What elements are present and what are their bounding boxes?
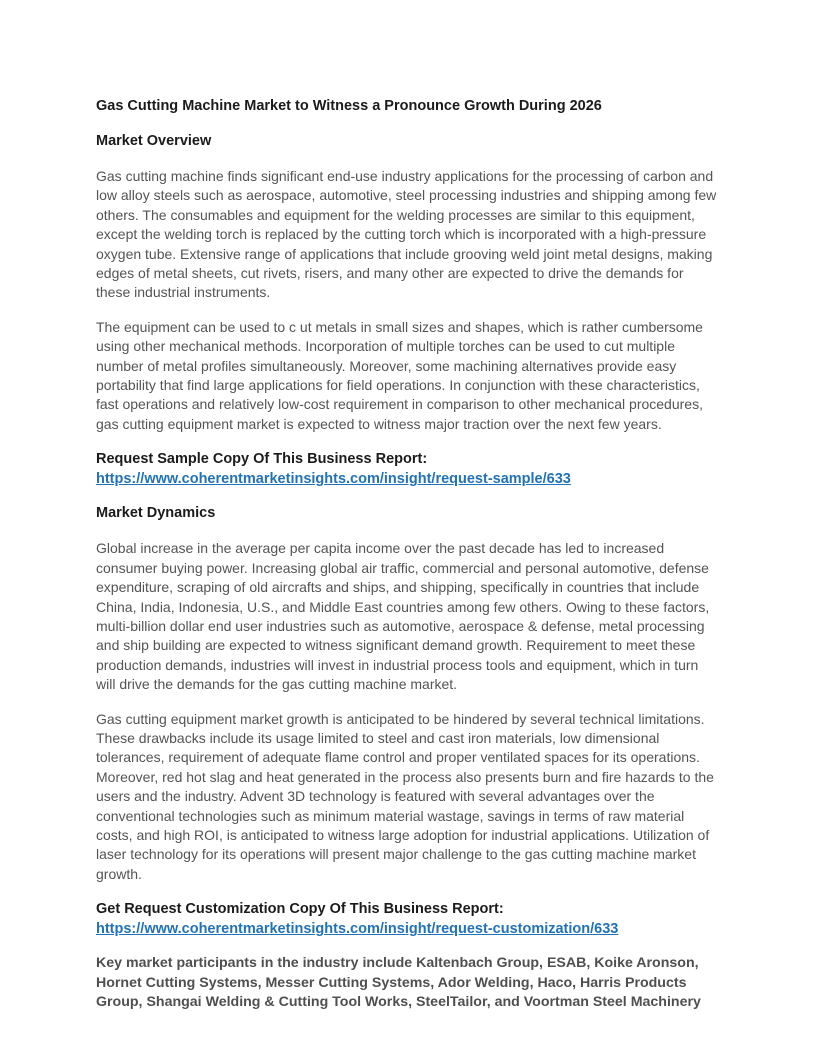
sample-request-label: Request Sample Copy Of This Business Report:: [96, 451, 428, 468]
dynamics-paragraph-2: Gas cutting equipment market growth is anticipated to be hindered by several technical limitations. These drawbacks include its usage limited to steel and cast iron materials, low dimensional tolerances, requirement of adequate flame control and proper ventilated spaces for its operations. Moreover, red hot slag and heat generated in the process also presents burn and fire hazards to the users and the industry. Advent 3D technology is featured with several advantages over the conventional technologies such as minimum material wastage, savings in terms of raw material costs, and high ROI, is anticipated to witness large adoption for industrial applications. Utilization of laser technology for its operations will present major challenge to the gas cutting machine market growth.: [96, 710, 714, 882]
overview-paragraph-2: The equipment can be used to c ut metals in small sizes and shapes, which is rather cumbersome using other mechanical methods. Incorporation of multiple torches can be used to cut multiple number of metal profiles simultaneously. Moreover, some machining alternatives provide easy portability that find large applications for field operations. In conjunction with these characteristics, fast operations and relatively low-cost requirement in comparison to other mechanical procedures, gas cutting equipment market is expected to witness major traction over the next few years.: [96, 318, 703, 432]
customization-request-label: Get Request Customization Copy Of This Business Report:: [96, 901, 504, 918]
customization-request-block: [96, 899, 720, 939]
sample-request-link[interactable]: https://www.coherentmarketinsights.com/insight/request-sample/633: [96, 471, 571, 488]
market-overview-heading: Market Overview: [96, 133, 212, 149]
dynamics-paragraph-1: Global increase in the average per capita income over the past decade has led to increased consumer buying power. Increasing global air traffic, commercial and personal automotive, defense expenditure, scraping of old aircrafts and ships, and shipping, specifically in countries that include China, India, Indonesia, U.S., and Middle East countries among few others. Owing to these factors, multi-billion dollar end user industries such as automotive, aerospace & defense, metal processing and ship building are expected to witness significant demand growth. Requirement to meet these production demands, industries will invest in industrial process tools and equipment, which in turn will drive the demands for the gas cutting machine market.: [96, 540, 710, 693]
market-dynamics-heading: Market Dynamics: [96, 505, 216, 522]
key-participants-paragraph: Key market participants in the industry include Kaltenbach Group, ESAB, Koike Aronson, Hornet Cutting Systems, Messer Cutting Systems, Ador Welding, Haco, Harris Products Group, Shangai Welding & Cutting Tool Works, SteelTailor, and Voortman Steel Machinery: [96, 955, 701, 1010]
overview-paragraph-1: Gas cutting machine finds significant end-use industry applications for the processing of carbon and low alloy steels such as aerospace, automotive, steel processing industries and shipping among few others. The consumables and equipment for the welding processes are similar to this equipment, except the welding torch is replaced by the cutting torch which is incorporated with a high-pressure oxygen tube. Extensive range of applications that include grooving weld joint metal designs, making edges of metal sheets, cut rivets, risers, and many other are expected to drive the demands for these industrial instruments.: [96, 168, 717, 301]
sample-request-block: [96, 449, 720, 489]
customization-request-link[interactable]: https://www.coherentmarketinsights.com/insight/request-customization/633: [96, 921, 619, 938]
document-title: Gas Cutting Machine Market to Witness a Pronounce Growth During 2026: [96, 98, 602, 114]
